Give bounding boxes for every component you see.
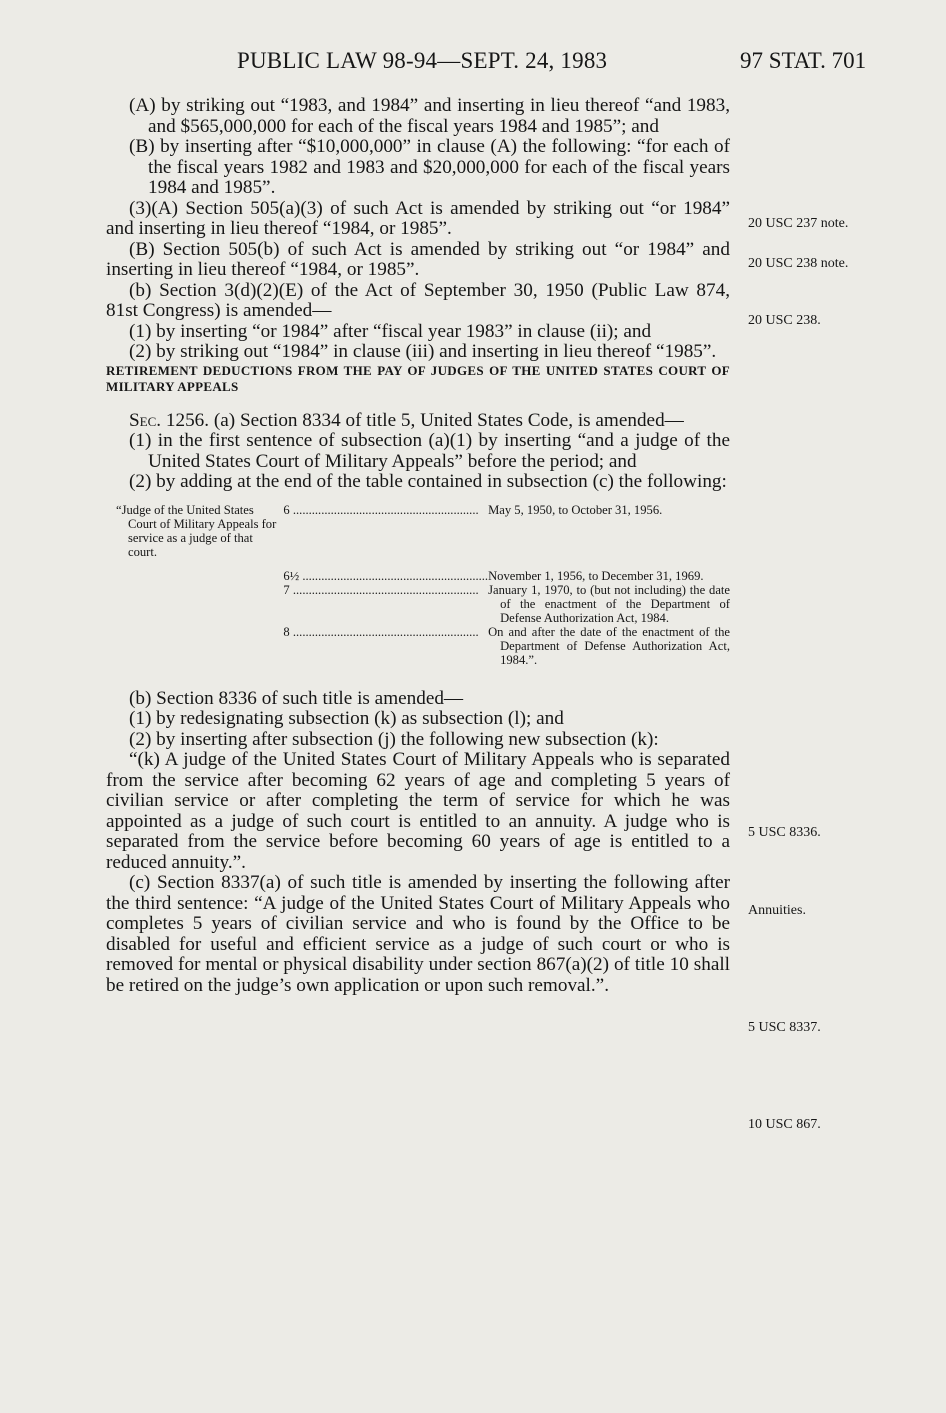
- period-cell: On and after the date of the enactment of the Department of Defense Authorization Act, 1984.”.: [488, 624, 730, 667]
- margin-note: Annuities.: [748, 903, 806, 918]
- percentage-cell: 6½ ...........................................................: [283, 568, 489, 583]
- statute-page-number: 97 STAT. 701: [740, 48, 867, 73]
- period-cell: January 1, 1970, to (but not including) the date of the enactment of the Department of Defense Authorization Act, 1984.: [488, 582, 730, 625]
- margin-note: 20 USC 238.: [748, 313, 821, 328]
- percentage-cell: 6 ...........................................................: [283, 502, 479, 517]
- table-row: [116, 569, 730, 583]
- document-body: [106, 96, 730, 996]
- subsection-b-8336: (b) Section 8336 of such title is amended—: [129, 687, 464, 709]
- item-2: (2) by striking out “1984” in clause (iii) and inserting in lieu thereof “1985”.: [129, 341, 717, 362]
- item-1: (1) by inserting “or 1984” after “fiscal year 1983” in clause (ii); and: [129, 320, 652, 342]
- employee-cell: [116, 625, 283, 667]
- employee-cell: “Judge of the United States Court of Military Appeals for service as a judge of that court.: [116, 502, 277, 559]
- item-1-redesignate: (1) by redesignating subsection (k) as subsection (l); and: [129, 708, 564, 729]
- section-heading: RETIREMENT DEDUCTIONS FROM THE PAY OF JUDGES OF THE UNITED STATES COURT OF MILITARY APPEALS: [106, 362, 730, 394]
- paragraph-3a: (3)(A) Section 505(a)(3) of such Act is amended by striking out “or 1984” and inserting in lieu thereof “1984, or 1985”.: [106, 197, 730, 239]
- paragraph-3b: (B) Section 505(b) of such Act is amended by striking out “or 1984” and inserting in lieu thereof “1984, or 1985”.: [106, 238, 730, 280]
- table-row: [116, 625, 730, 667]
- margin-note: 5 USC 8336.: [748, 825, 821, 840]
- clause-a: (A) by striking out “1983, and 1984” and inserting in lieu thereof “and 1983, and $565,000,000 for each of the fiscal years 1984 and 1985”; and: [129, 95, 730, 137]
- page-header: [0, 48, 946, 78]
- item-2-new-subsection: (2) by inserting after subsection (j) the following new subsection (k):: [129, 728, 659, 750]
- clause-b: (B) by inserting after “$10,000,000” in clause (A) the following: “for each of the fiscal years 1982 and 1983 and $20,000,000 for each of the fiscal years 1984 and 1985”.: [129, 136, 730, 198]
- percentage-cell: 8 ...........................................................: [283, 624, 479, 639]
- section-1256-text: 1256. (a) Section 8334 of title 5, United States Code, is amended—: [165, 409, 684, 431]
- subsection-b: (b) Section 3(d)(2)(E) of the Act of September 30, 1950 (Public Law 874, 81st Congress) is amended—: [106, 279, 730, 321]
- table-row: [116, 583, 730, 625]
- page-title: PUBLIC LAW 98-94—SEPT. 24, 1983: [237, 48, 608, 73]
- quoted-subsection-k: “(k) A judge of the United States Court of Military Appeals who is separated from the service after becoming 62 years of age and completing 5 years of civilian service or after completing the term of service for which he was appointed as a judge of such court is entitled to an annuity. A judge who is separated from the service before becoming 60 years of age is entitled to a reduced annuity.”.: [106, 749, 730, 873]
- margin-note: 20 USC 237 note.: [748, 216, 849, 231]
- percentage-cell: 7 ...........................................................: [283, 582, 479, 597]
- employee-cell: [116, 583, 283, 625]
- deduction-table: [116, 503, 730, 667]
- margin-note: 20 USC 238 note.: [748, 256, 849, 271]
- item-2-table-addition: (2) by adding at the end of the table contained in subsection (c) the following:: [129, 471, 727, 492]
- period-cell: May 5, 1950, to October 31, 1956.: [488, 502, 663, 517]
- section-1256-intro: [106, 411, 730, 432]
- subsection-c-8337: (c) Section 8337(a) of such title is amended by inserting the following after the third sentence: “A judge of the United States Court of Military Appeals who completes 5 years of civilian service and who is found by the Office to be disabled for useful and efficient service as a judge of such court or who is removed for mental or physical disability under section 867(a)(2) of title 10 shall be retired on the judge’s own application or upon such removal.”.: [106, 872, 730, 996]
- period-cell: November 1, 1956, to December 31, 1969.: [488, 568, 704, 583]
- employee-cell: [116, 569, 283, 583]
- item-1-first-sentence: (1) in the first sentence of subsection (a)(1) by inserting “and a judge of the United States Court of Military Appeals” before the period; and: [129, 430, 730, 472]
- sec-label: Sec.: [129, 409, 162, 431]
- margin-note: 5 USC 8337.: [748, 1020, 821, 1035]
- table-row: [116, 503, 730, 559]
- margin-note: 10 USC 867.: [748, 1117, 821, 1132]
